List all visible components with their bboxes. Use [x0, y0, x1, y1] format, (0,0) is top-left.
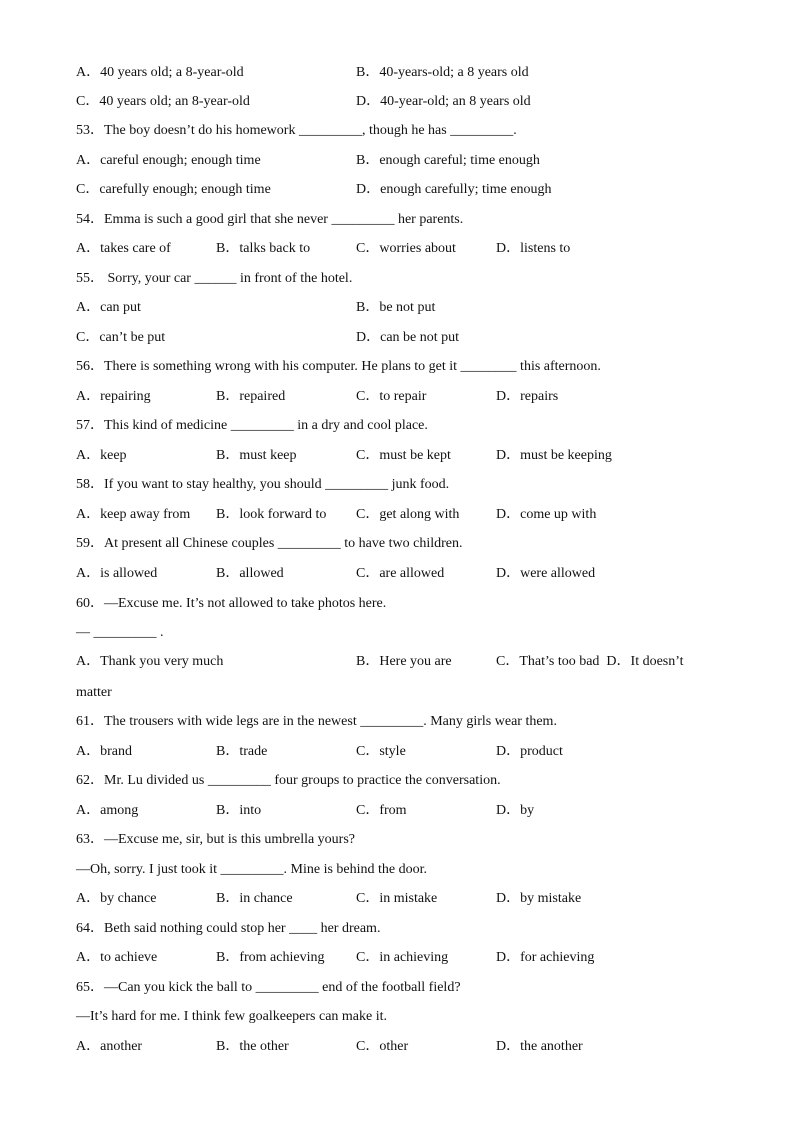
q60-stem: 60．—Excuse me. It’s not allowed to take photos here. [76, 596, 387, 611]
q62-stem: 62．Mr. Lu divided us _________ four groups to practice the conversation. [76, 773, 501, 788]
q63-option-c: C．in mistake [356, 891, 438, 906]
q52-option-c: C．40 years old; an 8-year-old [76, 94, 250, 109]
q56-option-a: A．repairing [76, 389, 151, 404]
q52-option-d: D．40-year-old; an 8 years old [356, 94, 531, 109]
q57-stem: 57．This kind of medicine _________ in a dry and cool place. [76, 418, 428, 433]
q61-option-b: B．trade [216, 744, 268, 759]
q55-option-c: C．can’t be put [76, 330, 166, 345]
q63-reply: —Oh, sorry. I just took it _________. Mine is behind the door. [76, 862, 428, 877]
q53-stem: 53．The boy doesn’t do his homework _________, though he has _________. [76, 123, 517, 138]
q53-option-c: C．carefully enough; enough time [76, 182, 271, 197]
q64-option-b: B．from achieving [216, 950, 325, 965]
q55-option-b: B．be not put [356, 300, 436, 315]
q61-option-c: C．style [356, 744, 406, 759]
q64-stem: 64．Beth said nothing could stop her ____ her dream. [76, 921, 381, 936]
q52-option-b: B．40-years-old; a 8 years old [356, 65, 529, 80]
q63-stem: 63．—Excuse me, sir, but is this umbrella yours? [76, 832, 356, 847]
q60-option-c-d: C．That’s too bad D．It doesn’t [496, 654, 684, 669]
q60-option-a: A．Thank you very much [76, 654, 224, 669]
q61-option-d: D．product [496, 744, 563, 759]
q57-option-c: C．must be kept [356, 448, 451, 463]
q61-stem: 61．The trousers with wide legs are in the newest _________. Many girls wear them. [76, 714, 557, 729]
q65-stem: 65．—Can you kick the ball to _________ end of the football field? [76, 980, 461, 995]
q58-option-d: D．come up with [496, 507, 597, 522]
q55-option-a: A．can put [76, 300, 141, 315]
q59-option-d: D．were allowed [496, 566, 596, 581]
q60-reply: — _________ . [76, 625, 164, 640]
q65-option-d: D．the another [496, 1039, 583, 1054]
q62-option-c: C．from [356, 803, 407, 818]
q59-option-a: A．is allowed [76, 566, 158, 581]
q54-option-a: A．takes care of [76, 241, 171, 256]
q54-option-d: D．listens to [496, 241, 571, 256]
q65-reply: —It’s hard for me. I think few goalkeepers can make it. [76, 1009, 388, 1024]
q62-option-b: B．into [216, 803, 262, 818]
q53-option-b: B．enough careful; time enough [356, 153, 540, 168]
q55-option-d: D．can be not put [356, 330, 460, 345]
q58-stem: 58．If you want to stay healthy, you should _________ junk food. [76, 477, 450, 492]
q58-option-a: A．keep away from [76, 507, 191, 522]
q65-option-b: B．the other [216, 1039, 289, 1054]
q60-option-wrap: matter [76, 685, 112, 700]
q61-option-a: A．brand [76, 744, 132, 759]
q62-option-a: A．among [76, 803, 139, 818]
q63-option-a: A．by chance [76, 891, 157, 906]
q59-option-b: B．allowed [216, 566, 284, 581]
q54-option-b: B．talks back to [216, 241, 311, 256]
q57-option-d: D．must be keeping [496, 448, 612, 463]
q64-option-a: A．to achieve [76, 950, 158, 965]
q53-option-d: D．enough carefully; time enough [356, 182, 552, 197]
q58-option-b: B．look forward to [216, 507, 327, 522]
q55-stem: 55． Sorry, your car ______ in front of the hotel. [76, 271, 353, 286]
q54-option-c: C．worries about [356, 241, 456, 256]
q56-option-b: B．repaired [216, 389, 286, 404]
q63-option-b: B．in chance [216, 891, 293, 906]
q56-option-c: C．to repair [356, 389, 427, 404]
q57-option-a: A．keep [76, 448, 127, 463]
q54-stem: 54．Emma is such a good girl that she never _________ her parents. [76, 212, 464, 227]
q53-option-a: A．careful enough; enough time [76, 153, 261, 168]
q62-option-d: D．by [496, 803, 535, 818]
q59-stem: 59．At present all Chinese couples _________ to have two children. [76, 536, 463, 551]
q65-option-a: A．another [76, 1039, 143, 1054]
q59-option-c: C．are allowed [356, 566, 445, 581]
q64-option-d: D．for achieving [496, 950, 595, 965]
q60-option-b: B．Here you are [356, 654, 452, 669]
q56-option-d: D．repairs [496, 389, 559, 404]
q64-option-c: C．in achieving [356, 950, 449, 965]
q57-option-b: B．must keep [216, 448, 297, 463]
q63-option-d: D．by mistake [496, 891, 582, 906]
q52-option-a: A．40 years old; a 8-year-old [76, 65, 244, 80]
q65-option-c: C．other [356, 1039, 409, 1054]
q58-option-c: C．get along with [356, 507, 460, 522]
q56-stem: 56．There is something wrong with his computer. He plans to get it ________ this afternoon. [76, 359, 601, 374]
